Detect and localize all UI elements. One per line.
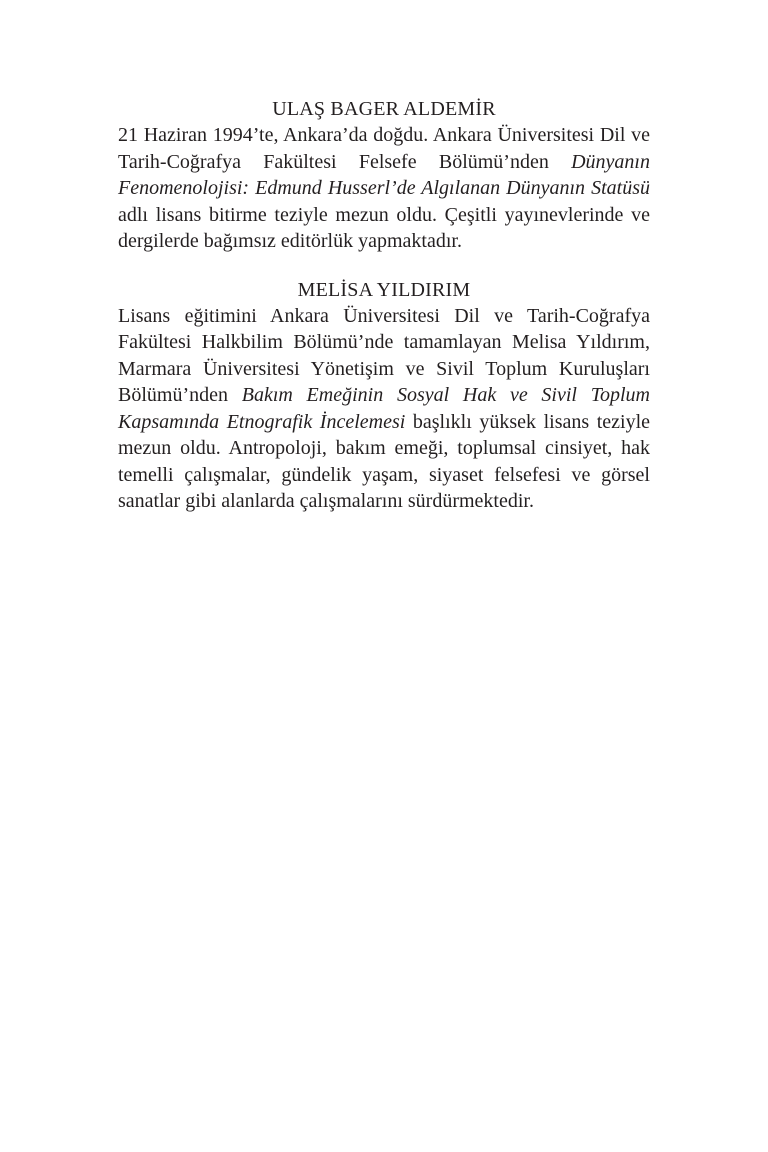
author-bio-text — [118, 303, 650, 515]
author-name: ULAŞ BAGER ALDEMİR — [272, 98, 496, 120]
author-bio-aldemir — [118, 96, 650, 255]
bio-text-before: Lisans eğitimini Ankara Üniversitesi Dil ve Tarih-Coğrafya Fakültesi Halkbilim Bölümü’nde tamamlayan Melisa Yıldırım, Marmara Üniversitesi Yönetişim ve Sivil Toplum Kuruluşları Bölümü’nden — [118, 304, 650, 406]
bio-text-before: 21 Haziran 1994’te, Ankara’da doğdu. Ankara Üniversitesi Dil ve Tarih-Coğrafya Fakültesi Felsefe Bölümü’nden — [118, 124, 650, 173]
author-bio-text — [118, 122, 650, 255]
thesis-title: Dünyanın Fenomenolojisi: Edmund Husserl’de Algılanan Dünyanın Statüsü — [118, 150, 650, 199]
bio-text-after: adlı lisans bitirme teziyle mezun oldu. Çeşitli yayınevlerinde ve dergilerde bağımsız editörlük yapmaktadır. — [118, 203, 650, 252]
bio-text-after: başlıklı yüksek lisans teziyle mezun oldu. Antropoloji, bakım emeği, toplumsal cinsiyet, hak temelli çalışmalar, gündelik yaşam, siyaset felsefesi ve görsel sanatlar gibi alanlarda çalışmalarını sürdürmektedir. — [118, 410, 651, 512]
author-name: MELİSA YILDIRIM — [297, 278, 471, 301]
page-content — [118, 96, 650, 537]
author-bio-yildirim — [118, 277, 650, 515]
thesis-title: Bakım Emeğinin Sosyal Hak ve Sivil Toplum Kapsamında Etnografik İncelemesi — [118, 384, 650, 433]
